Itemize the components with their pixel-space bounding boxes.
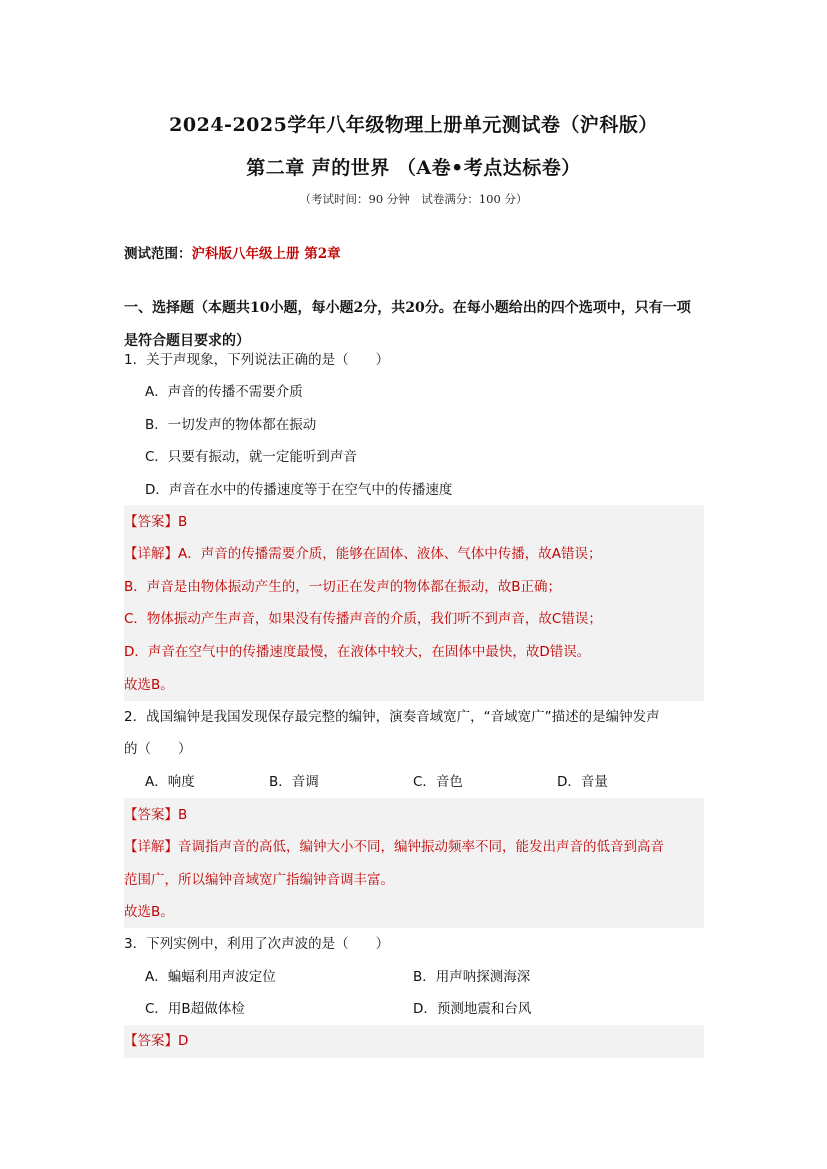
question-2-option-c: C．音色 (413, 774, 463, 790)
question-1-explanation-line: C．物体振动产生声音，如果没有传播声音的介质，我们听不到声音，故C错误； (124, 611, 602, 627)
question-1-answer: 【答案】B (124, 514, 188, 530)
question-1-stem: 1．关于声现象，下列说法正确的是（ ） (124, 352, 390, 368)
question-2-answer-box (124, 798, 704, 928)
question-3-answer: 【答案】D (124, 1033, 189, 1049)
question-1-explanation-line: 【详解】A．声音的传播需要介质，能够在固体、液体、气体中传播，故A错误； (124, 546, 602, 562)
question-3-option-b: B．用声呐探测海深 (413, 969, 531, 985)
question-2-explanation-line: 【详解】音调指声音的高低，编钟大小不同，编钟振动频率不同，能发出声音的低音到高音 (124, 839, 664, 855)
question-1-answer-box (124, 505, 704, 701)
question-1-option-a: A．声音的传播不需要介质 (145, 384, 303, 400)
question-1-option-d: D．声音在水中的传播速度等于在空气中的传播速度 (145, 482, 453, 498)
question-2-stem-cont: 的（ ） (124, 741, 192, 757)
test-scope (124, 242, 341, 262)
question-2-option-b: B．音调 (269, 774, 319, 790)
question-2-explanation-line: 范围广，所以编钟音域宽广指编钟音调丰富。 (124, 872, 394, 888)
section-heading: 一、选择题（本题共10小题，每小题2分，共20分。在每小题给出的四个选项中，只有一项是符合题目要求的） (124, 300, 691, 349)
exam-info: （考试时间：90 分钟 试卷满分：100 分） (299, 192, 528, 206)
question-2-answer: 【答案】B (124, 807, 188, 823)
question-3-stem: 3．下列实例中，利用了次声波的是（ ） (124, 936, 390, 952)
question-1-explanation-line: D．声音在空气中的传播速度最慢，在液体中较大，在固体中最快，故D错误。 (124, 644, 591, 660)
test-scope-value: 沪科版八年级上册 第2章 (191, 246, 341, 262)
question-3-option-c: C．用B超做体检 (145, 1001, 245, 1017)
question-1-option-c: C．只要有振动，就一定能听到声音 (145, 449, 357, 465)
test-scope-label: 测试范围： (124, 246, 192, 262)
question-3-option-a: A．蝙蝠利用声波定位 (145, 969, 276, 985)
question-2-explanation-line: 故选B。 (124, 904, 174, 920)
question-1-option-b: B．一切发声的物体都在振动 (145, 417, 317, 433)
question-1-explanation-line: 故选B。 (124, 677, 174, 693)
question-2-option-d: D．音量 (557, 774, 608, 790)
question-2-stem: 2．战国编钟是我国发现保存最完整的编钟，演奏音域宽广，“音域宽广”描述的是编钟发声 (124, 709, 660, 725)
question-3-option-d: D．预测地震和台风 (413, 1001, 532, 1017)
question-1-explanation-line: B．声音是由物体振动产生的，一切正在发声的物体都在振动，故B正确； (124, 579, 562, 595)
question-3-answer-box (124, 1025, 704, 1058)
page-subtitle: 第二章 声的世界 （A卷•考点达标卷） (246, 157, 581, 179)
question-2-option-a: A．响度 (145, 774, 195, 790)
page-title: 2024-2025学年八年级物理上册单元测试卷（沪科版） (169, 114, 658, 136)
